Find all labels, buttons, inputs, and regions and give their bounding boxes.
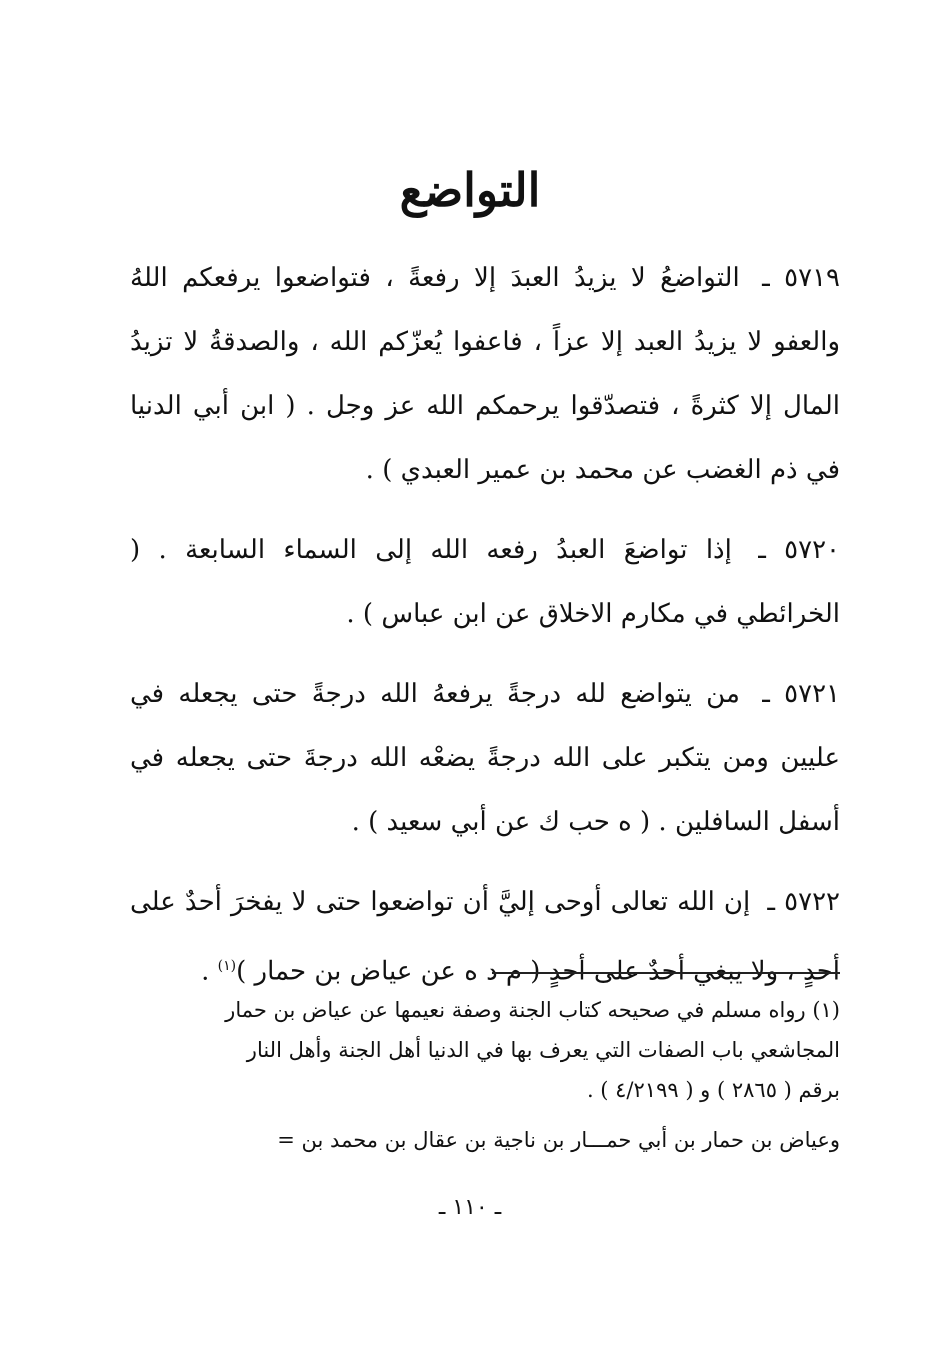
page-number: ـ ١١٠ ـ (438, 1195, 502, 1220)
hadith-end-punctuation: . (201, 956, 218, 987)
main-text (130, 246, 840, 1020)
hadith-number: ٥٧٢٢ ـ (767, 887, 840, 917)
hadith-text: إذا تواضعَ العبدُ رفعه الله إلى السماء السابعة . ( الخرائطي في مكارم الاخلاق عن ابن عباس ) . (130, 535, 840, 629)
hadith-paragraph (130, 662, 840, 854)
hadith-paragraph (130, 870, 840, 1004)
hadith-number: ٥٧٢١ ـ (762, 679, 841, 709)
footnote-reference[interactable]: (١) (217, 958, 237, 974)
footnote-line: برقم ( ٢٨٦٥ ) و ( ٤/٢١٩٩ ) . (586, 1078, 840, 1102)
hadith-paragraph (130, 246, 840, 502)
footnote-line: المجاشعي باب الصفات التي يعرف بها في الدنيا أهل الجنة وأهل النار (246, 1038, 840, 1062)
chapter-title: التواضع (399, 163, 541, 217)
hadith-paragraph (130, 518, 840, 646)
footnote-line: وعياض بن حمار بن أبي حمـــار بن ناجية بن عقال بن محمد بن = (277, 1128, 840, 1152)
footnote-line: (١) رواه مسلم في صحيحه كتاب الجنة وصفة نعيمها عن عياض بن حمار (225, 998, 840, 1022)
footnote-divider (492, 972, 840, 974)
hadith-number: ٥٧٢٠ ـ (758, 535, 841, 565)
hadith-text: إن الله تعالى أوحى إليَّ أن تواضعوا حتى لا يفخرَ أحدٌ على أحدٍ ، ولا يبغي أحدٌ على أحدٍ ( م د ه عن عياض بن حمار ) (130, 887, 840, 987)
hadith-text: التواضعُ لا يزيدُ العبدَ إلا رفعةً ، فتواضعوا يرفعكم اللهُ والعفو لا يزيدُ العبد إلا عزاً ، فاعفوا يُعزّكم الله ، والصدقةُ لا تزيدُ المال إلا كثرةً ، فتصدّقوا يرحمكم الله عز وجل . ( ابن أبي الدنيا في ذم الغضب عن محمد بن عمير العبدي ) . (130, 263, 840, 485)
footnotes (130, 990, 840, 1160)
hadith-number: ٥٧١٩ ـ (762, 263, 840, 293)
footnote-spacer (130, 1110, 840, 1120)
hadith-text: من يتواضع لله درجةً يرفعهُ الله درجةً حتى يجعله في عليين ومن يتكبر على الله درجةً يضعْه الله درجةَ حتى يجعله في أسفل السافلين . ( ه حب ك عن أبي سعيد ) . (130, 679, 841, 837)
